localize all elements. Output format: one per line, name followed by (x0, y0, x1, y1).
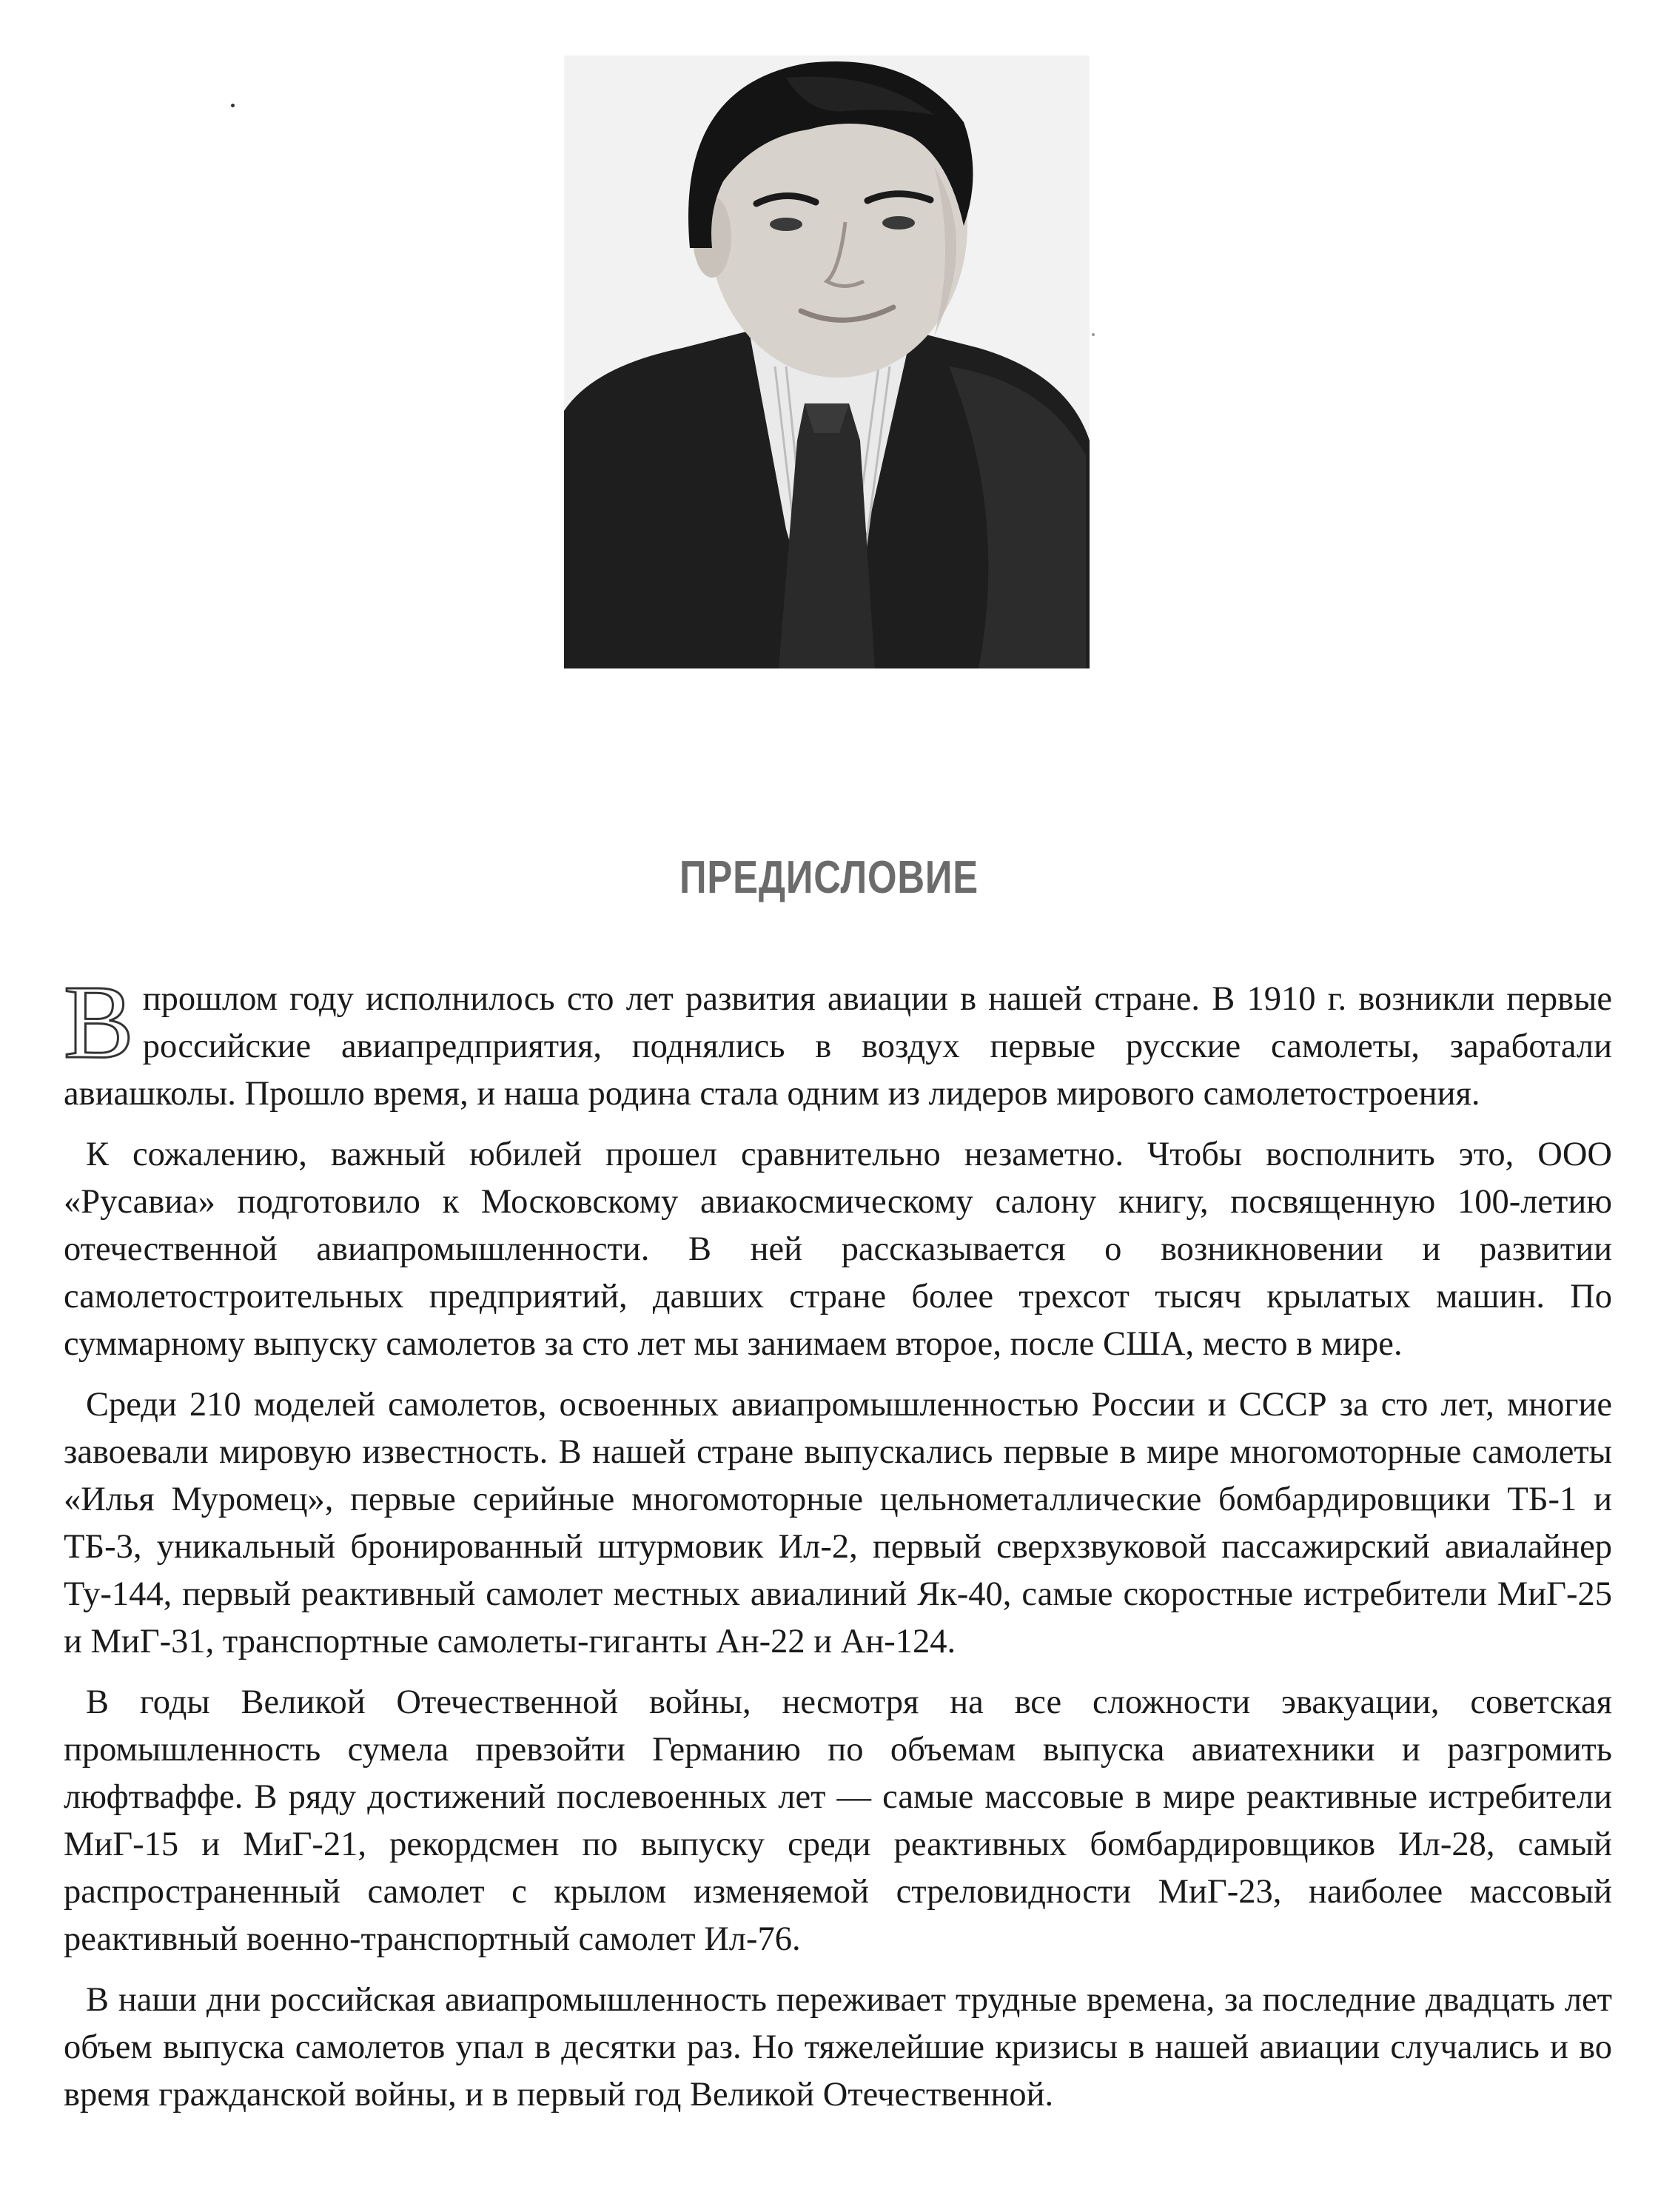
paragraph-text: Среди 210 моделей самолетов, освоенных авиапромышленностью России и СССР за сто лет, многие завоевали мировую известность. В нашей стране выпускались первые в мире многомоторные самолеты «Илья Муромец», первые серийные многомоторные цельнометаллические бомбардировщики ТБ-1 и ТБ-3, уникальный бронированный штурмовик Ил-2, первый сверхзвуковой пассажирский авиалайнер Ту-144, первый реактивный самолет местных авиалиний Як-40, самые скоростные истребители МиГ-25 и МиГ-31, транспортные самолеты-гиганты Ан-22 и Ан-124. (64, 1386, 1612, 1660)
drop-cap: В (64, 963, 134, 1080)
paragraph-text: К сожалению, важный юбилей прошел сравнительно незаметно. Чтобы восполнить это, ООО «Русавиа» подготовило к Московскому авиакосмическому салону книгу, посвященную 100-летию отечественной авиапромышленности. В ней рассказывается о возникновении и развитии самолетостроительных предприятий, давших стране более трехсот тысяч крылатых машин. По суммарному выпуску самолетов за сто лет мы занимаем второе, после США, место в мире. (64, 1136, 1612, 1363)
print-speck (231, 104, 235, 107)
paragraph-text: В наши дни российская авиапромышленность переживает трудные времена, за последние двадцать лет объем выпуска самолетов упал в десятки раз. Но тяжелейшие кризисы в нашей авиации случались и во время гражданской войны, и в первый год Великой Отечественной. (64, 1981, 1612, 2114)
author-photo (564, 56, 1090, 668)
page-heading: ПРЕДИСЛОВИЕ (679, 852, 979, 903)
paragraph (64, 1381, 1612, 1666)
paragraph-text: прошлом году исполнилось сто лет развития авиации в нашей стране. В 1910 г. возникли первые российские авиапредприятия, поднялись в воздух первые русские самолеты, заработали авиашколы. Прошло время, и наша родина стала одним из лидеров мирового самолетостроения. (64, 980, 1612, 1113)
paragraph (64, 1131, 1612, 1368)
paragraph-text: В годы Великой Отечественной войны, несмотря на все сложности эвакуации, советская промышленность сумела превзойти Германию по объемам выпуска авиатехники и разгромить люфтваффе. В ряду достижений послевоенных лет — самые массовые в мире реактивные истребители МиГ-15 и МиГ-21, рекордсмен по выпуску среди реактивных бомбардировщиков Ил-28, самый распространенный самолет с крылом изменяемой стреловидности МиГ-23, наиболее массовый реактивный военно-транспортный самолет Ил-76. (64, 1683, 1612, 1958)
paragraph (64, 963, 1612, 1118)
paragraph (64, 1977, 1612, 2119)
body-text (64, 963, 1612, 2132)
print-speck (1092, 333, 1095, 336)
paragraph (64, 1679, 1612, 1963)
